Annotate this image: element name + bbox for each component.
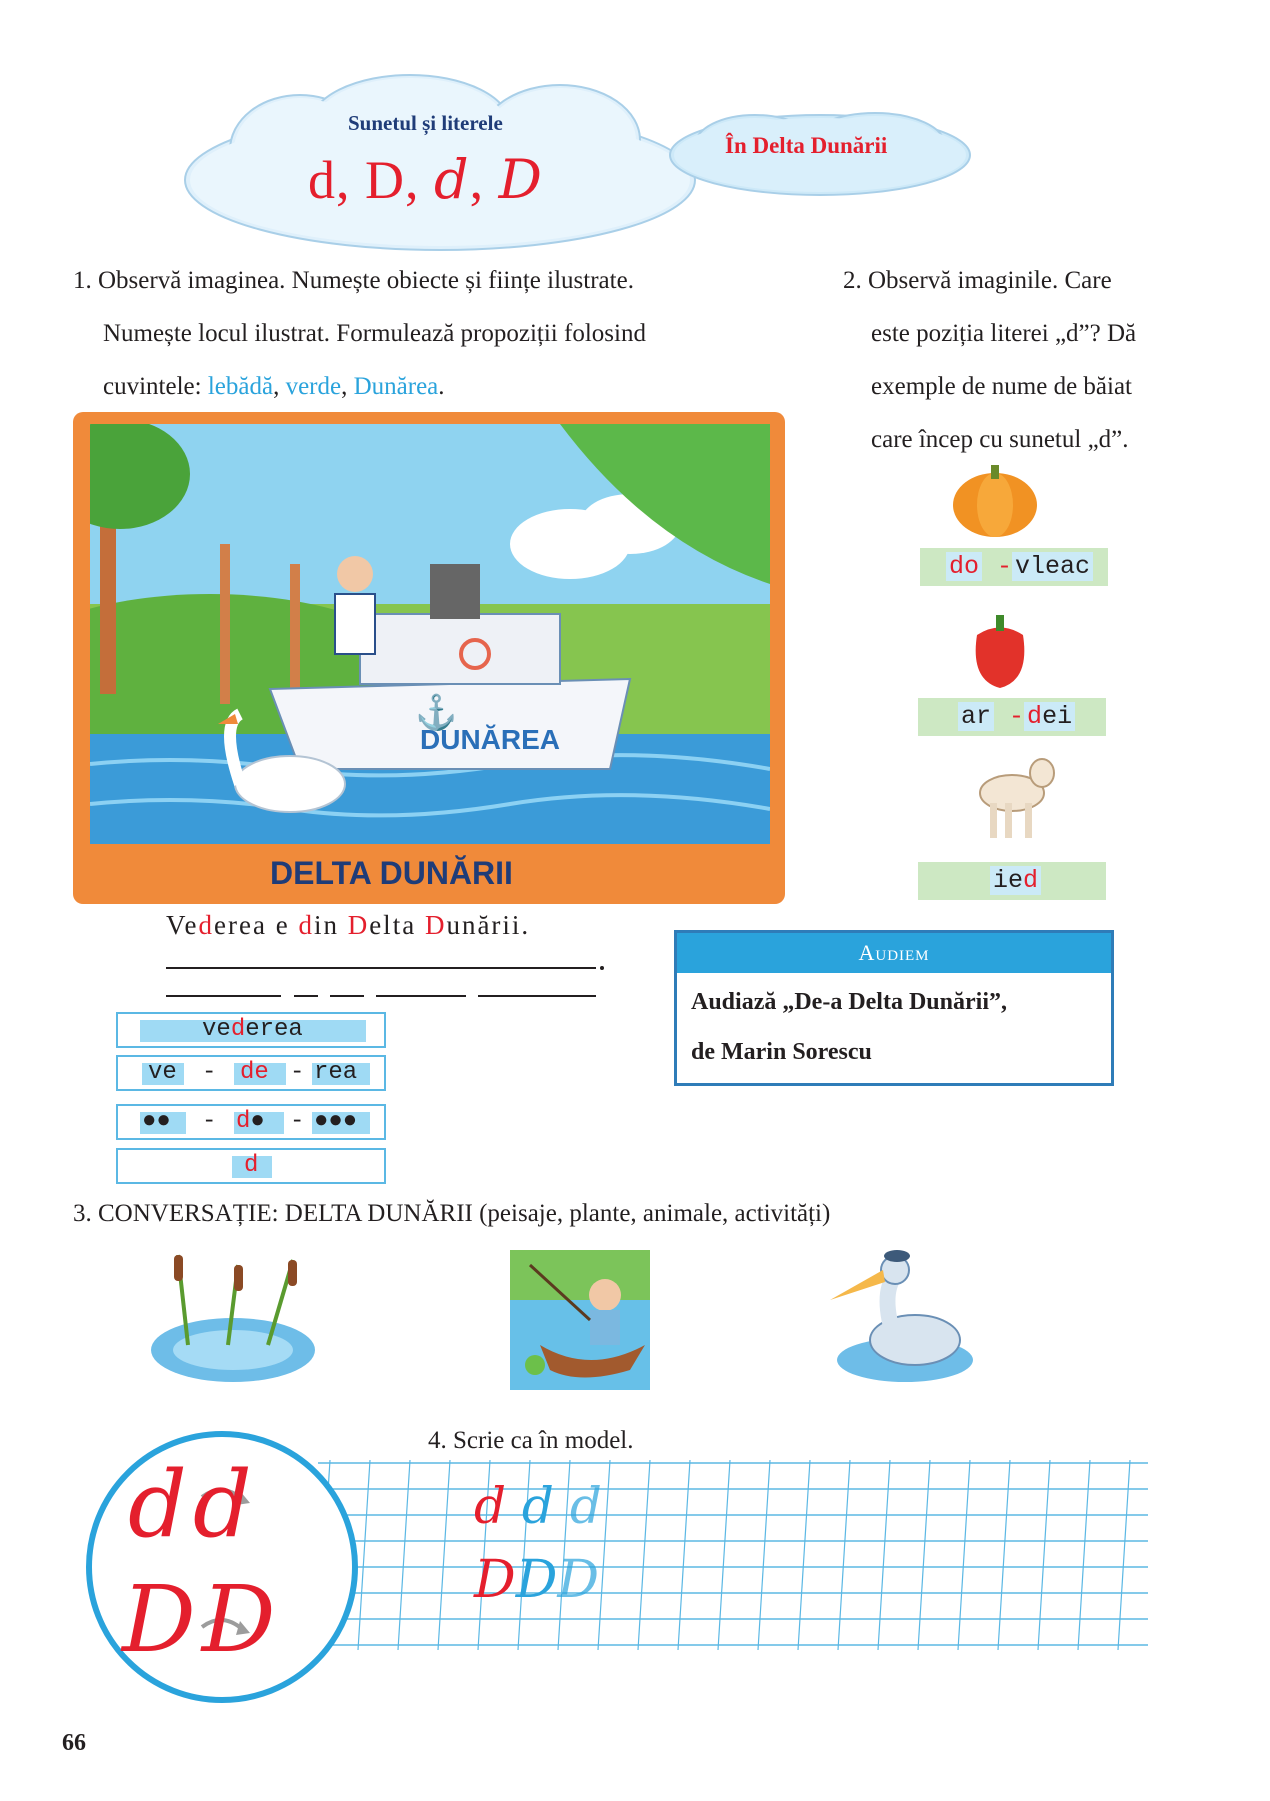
syl-dei: dei	[1024, 702, 1075, 731]
audiem-line2: de Marin Sorescu	[691, 1039, 872, 1065]
word-dunarea: Dunărea	[353, 373, 439, 400]
part: erea	[245, 1016, 303, 1043]
pepper-image	[965, 610, 1035, 690]
sentence-D: D	[347, 910, 370, 940]
pelican-image	[825, 1240, 975, 1390]
ex2-line4: care încep cu sunetul „d”.	[871, 426, 1129, 453]
analysis-syllables	[116, 1055, 386, 1091]
ex2-line2: este poziția literei „d”? Dă	[871, 320, 1137, 347]
ex1-line3	[103, 360, 445, 413]
syl-ie: ie	[993, 866, 1024, 895]
word-dovleac	[920, 548, 1108, 586]
letter-d-print: d	[308, 150, 336, 210]
topic-title: În Delta Dunării	[725, 133, 888, 158]
fishing-boy-image	[510, 1250, 650, 1390]
d: d	[236, 1108, 251, 1135]
model-row-d	[474, 1478, 602, 1534]
sentence-d: d	[198, 910, 214, 940]
syllable: ve	[148, 1059, 177, 1086]
sentence-d: d	[298, 910, 314, 940]
period: .	[438, 373, 445, 400]
sentence-D: D	[424, 910, 447, 940]
dots: ●●	[142, 1108, 171, 1135]
letter-d: d	[244, 1152, 259, 1179]
sentence-part: erea e	[214, 910, 299, 940]
analysis-word-text	[202, 1014, 303, 1046]
sentence-scheme	[166, 952, 606, 1002]
comma: ,	[341, 373, 348, 400]
ex1-line2: Numește locul ilustrat. Formulează propoziții folosind	[103, 320, 646, 347]
letter-D-print: D	[365, 150, 405, 210]
analysis-word	[116, 1012, 386, 1048]
analysis-dots	[116, 1104, 386, 1140]
boat-name: DUNĂREA	[420, 724, 560, 755]
dots-d: d●	[236, 1108, 265, 1135]
trace-d-dotted: d	[569, 1477, 602, 1535]
word-ardei	[918, 698, 1106, 736]
circle-row-D: DD	[122, 1566, 282, 1673]
letter-d: d	[1023, 866, 1039, 895]
dash: -	[290, 1108, 305, 1135]
word-verde: verde	[285, 373, 342, 400]
syllable: rea	[314, 1059, 358, 1086]
ex1-line1: 1. Observă imaginea. Numește obiecte și ființe ilustrate.	[73, 267, 634, 294]
word-lebada: lebădă	[207, 373, 274, 400]
audiem-box	[674, 930, 1114, 1086]
syllable-d: de	[240, 1059, 269, 1086]
ex3-text: 3. CONVERSAȚIE: DELTA DUNĂRII (peisaje, plante, animale, activități)	[73, 1200, 831, 1227]
comma: ,	[273, 373, 280, 400]
ex1-prefix: cuvintele:	[103, 373, 208, 400]
writing-grid	[310, 1455, 1150, 1665]
dash: -	[290, 1059, 305, 1086]
audiem-line1: Audiază „De-a Delta Dunării”,	[691, 989, 1007, 1015]
sentence-part: elta	[369, 910, 425, 940]
dots: ●●●	[314, 1108, 358, 1135]
circle-row-d: dd	[128, 1451, 258, 1558]
model-d: d	[474, 1477, 507, 1535]
syl-1	[946, 552, 982, 581]
ex4-text: 4. Scrie ca în model.	[428, 1427, 634, 1454]
syl-ied	[990, 866, 1041, 895]
sentence-part: unării.	[446, 910, 531, 940]
trace-D: D	[515, 1550, 558, 1610]
model-row-D	[474, 1550, 599, 1610]
page-number: 66	[62, 1730, 86, 1756]
trace-D-dotted: D	[557, 1550, 600, 1610]
sep: ,	[336, 150, 351, 210]
sentence-part: Ve	[166, 910, 199, 940]
syl-do: do	[949, 552, 980, 581]
model-sentence	[166, 910, 530, 941]
model-D: D	[474, 1550, 516, 1610]
delta-illustration	[90, 424, 770, 894]
part-d: d	[230, 1016, 246, 1043]
dash: -	[1009, 702, 1025, 731]
syl-vleac: vleac	[1012, 552, 1093, 581]
ex2-line3: exemple de nume de băiat	[871, 373, 1132, 400]
cloud-letters	[308, 148, 543, 211]
ex2-line1: 2. Observă imaginile. Care	[843, 267, 1112, 294]
letter-d-script: d	[434, 148, 470, 211]
sep: ,	[469, 150, 485, 210]
picture-caption: DELTA DUNĂRII	[270, 855, 513, 891]
audiem-title: Audiem	[677, 933, 1111, 973]
trace-d: d	[521, 1477, 554, 1535]
dash: -	[202, 1108, 217, 1135]
analysis-letter	[116, 1148, 386, 1184]
word-ied	[918, 862, 1106, 900]
sentence-part: in	[313, 910, 348, 940]
part: ve	[202, 1016, 231, 1043]
reeds-image	[148, 1245, 318, 1385]
syl-ar: ar	[958, 702, 994, 731]
kid-goat-image	[970, 748, 1060, 848]
dash: -	[997, 552, 1013, 581]
sep: ,	[405, 150, 420, 210]
dash: -	[202, 1059, 217, 1086]
pumpkin-image	[950, 460, 1040, 540]
svg-text:⚓: ⚓	[415, 694, 458, 732]
cloud-title: Sunetul și literele	[348, 111, 503, 135]
letter-D-script: D	[498, 148, 543, 211]
